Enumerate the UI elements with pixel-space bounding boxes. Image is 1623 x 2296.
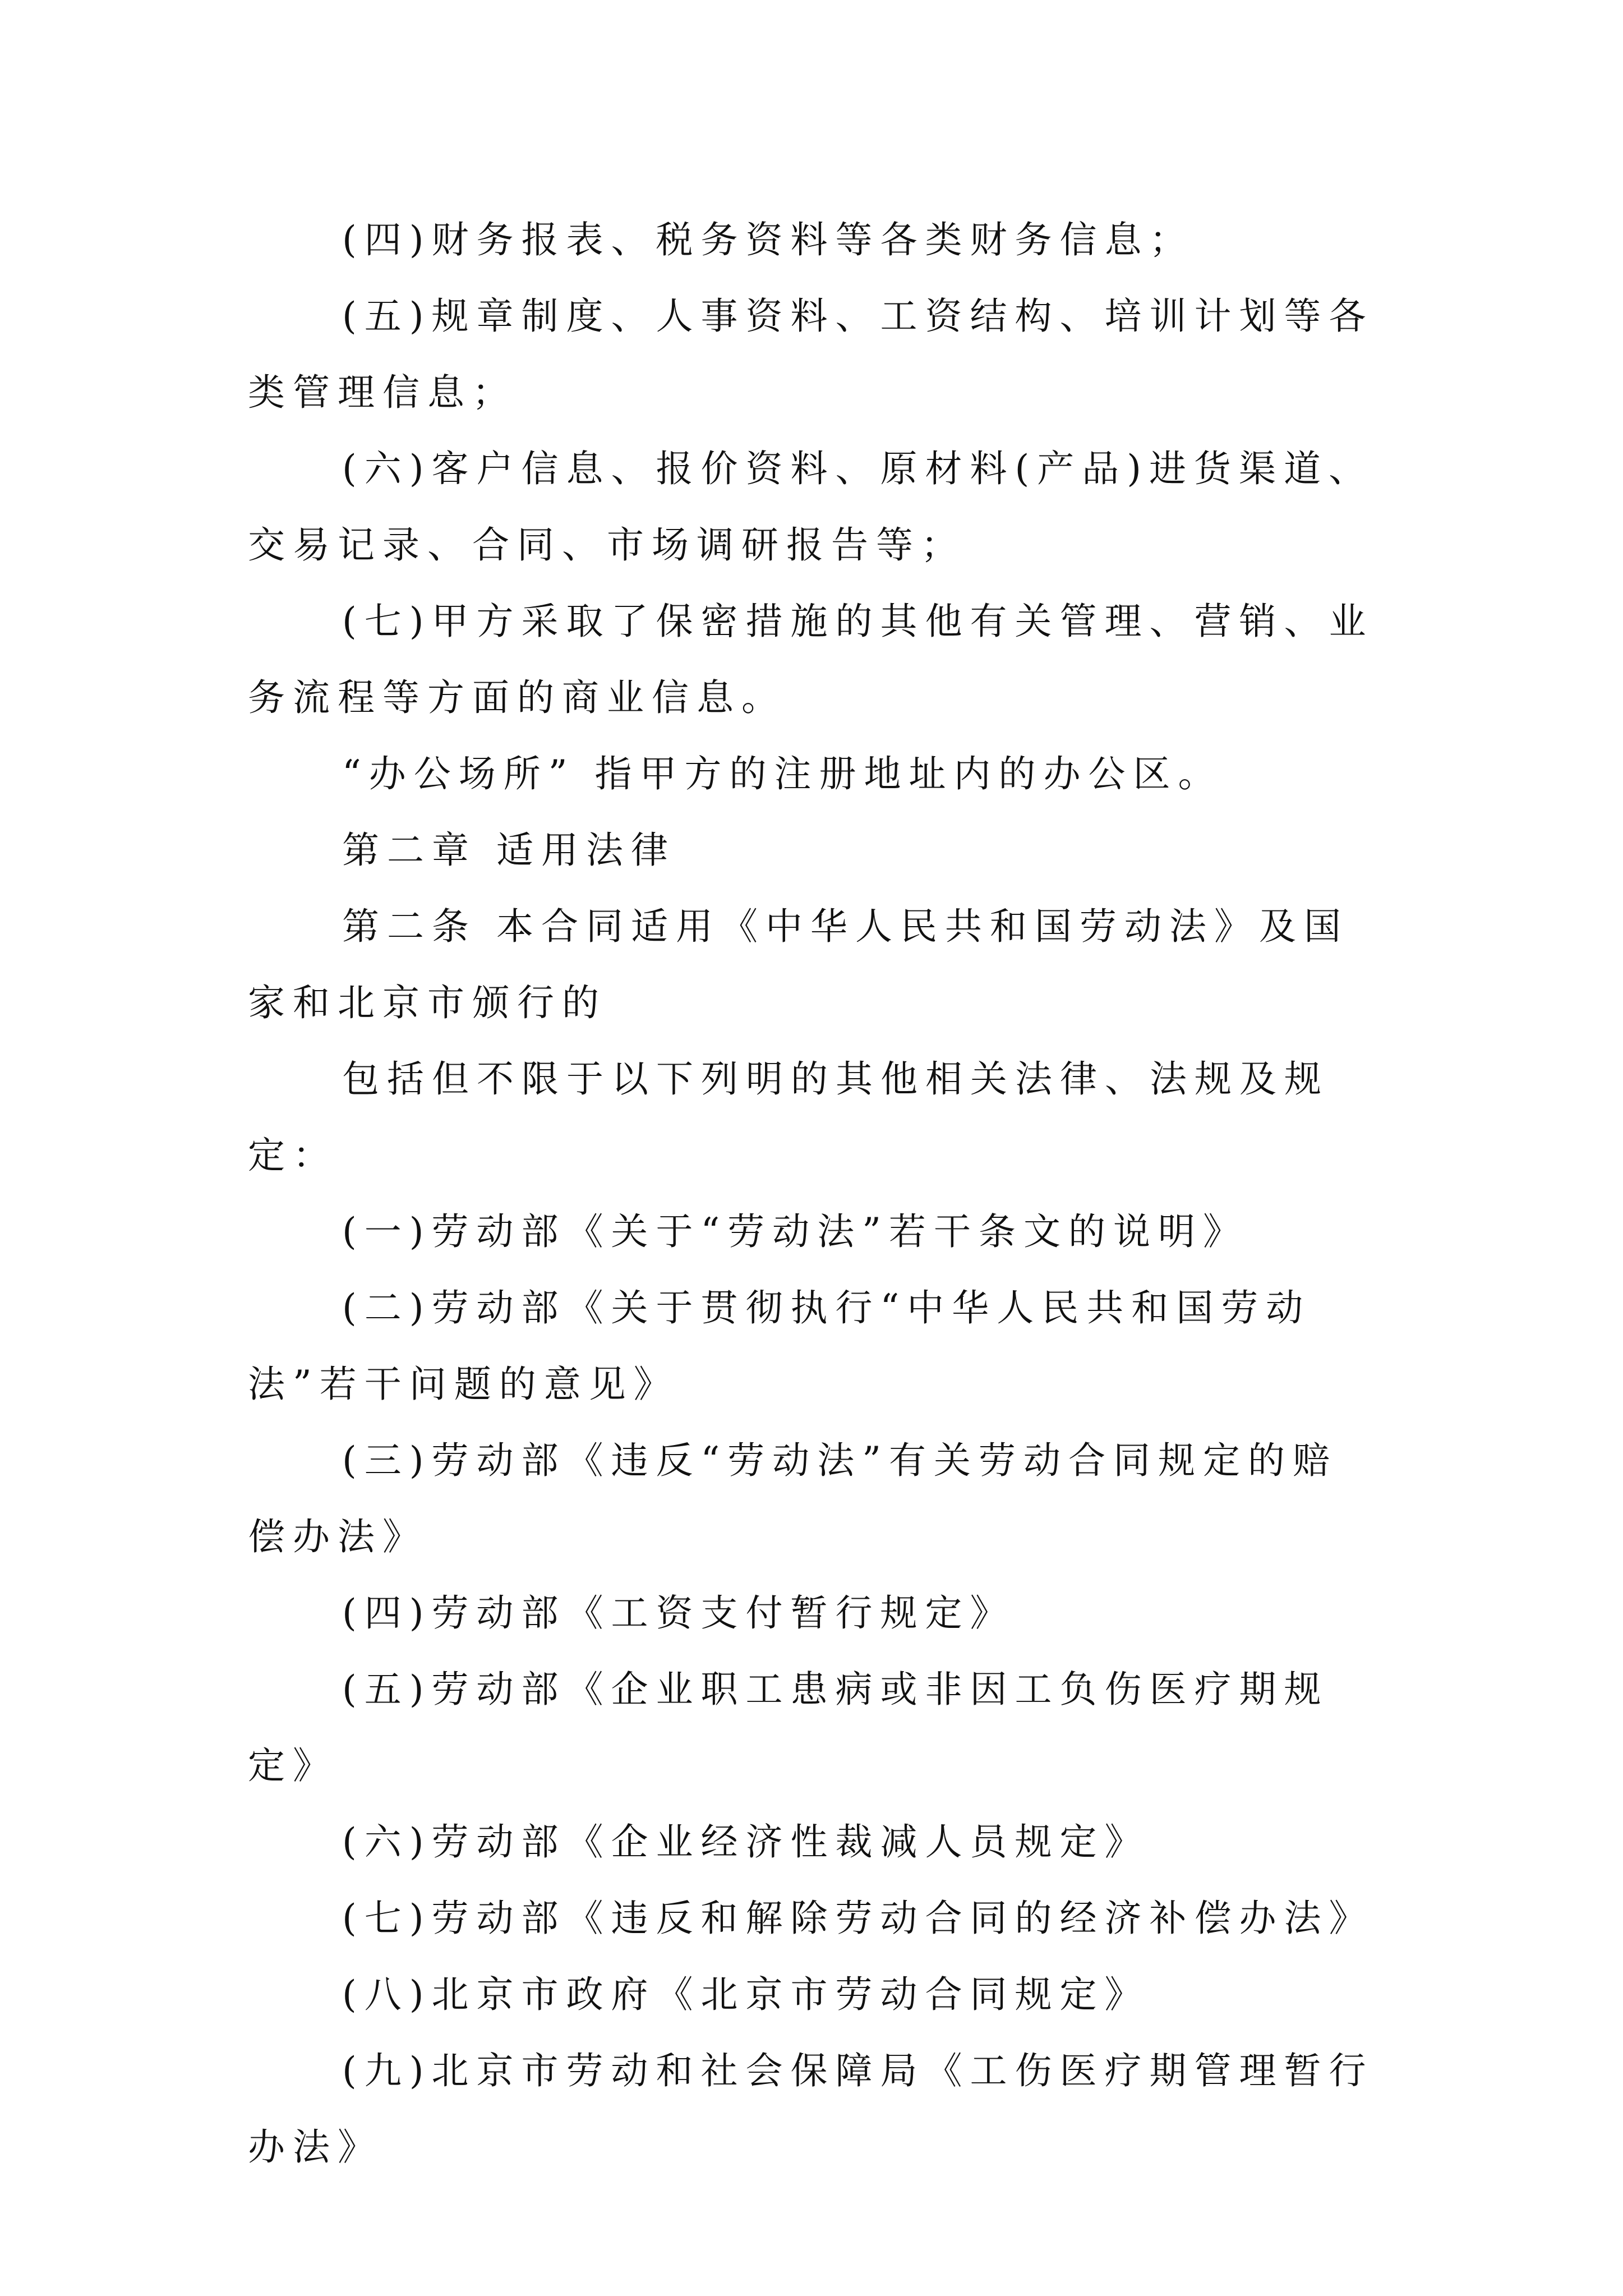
law-list-item-4: (四)劳动部《工资支付暂行规定》 bbox=[342, 1591, 1015, 1635]
article-2-applicable-law: 第二条 本合同适用《中华人民共和国劳动法》及国家和北京市颁行的 bbox=[248, 905, 1349, 1024]
paragraph-item-4-financial-info: (四)财务报表、税务资料等各类财务信息； bbox=[342, 218, 1195, 261]
law-list-item-5: (五)劳动部《企业职工患病或非因工负伤医疗期规定》 bbox=[248, 1668, 1329, 1787]
document-body bbox=[248, 202, 1375, 2185]
law-list-item-9: (九)北京市劳动和社会保障局《工伤医疗期管理暂行办法》 bbox=[248, 2049, 1374, 2169]
chapter-heading: 第二章 适用法律 bbox=[342, 829, 676, 872]
paragraph-office-definition: “办公场所” 指甲方的注册地址内的办公区。 bbox=[342, 752, 1223, 795]
law-list-item-8: (八)北京市政府《北京市劳动合同规定》 bbox=[342, 1973, 1150, 2016]
paragraph-item-6-customer-info: (六)客户信息、报价资料、原材料(产品)进货渠道、交易记录、合同、市场调研报告等； bbox=[248, 447, 1373, 567]
paragraph-including-list-intro: 包括但不限于以下列明的其他相关法律、法规及规定： bbox=[248, 1057, 1329, 1177]
paragraph-item-7-business-info: (七)甲方采取了保密措施的其他有关管理、营销、业务流程等方面的商业信息。 bbox=[248, 600, 1374, 719]
law-list-item-7: (七)劳动部《违反和解除劳动合同的经济补偿办法》 bbox=[342, 1897, 1374, 1940]
law-list-item-6: (六)劳动部《企业经济性裁减人员规定》 bbox=[342, 1820, 1150, 1864]
law-list-item-1: (一)劳动部《关于“劳动法”若干条文的说明》 bbox=[342, 1210, 1248, 1253]
law-list-item-2: (二)劳动部《关于贯彻执行“中华人民共和国劳动法”若干问题的意见》 bbox=[248, 1286, 1311, 1406]
paragraph-item-5-management-info: (五)规章制度、人事资料、工资结构、培训计划等各类管理信息； bbox=[248, 295, 1374, 414]
law-list-item-3: (三)劳动部《违反“劳动法”有关劳动合同规定的赔偿办法》 bbox=[248, 1439, 1338, 1558]
